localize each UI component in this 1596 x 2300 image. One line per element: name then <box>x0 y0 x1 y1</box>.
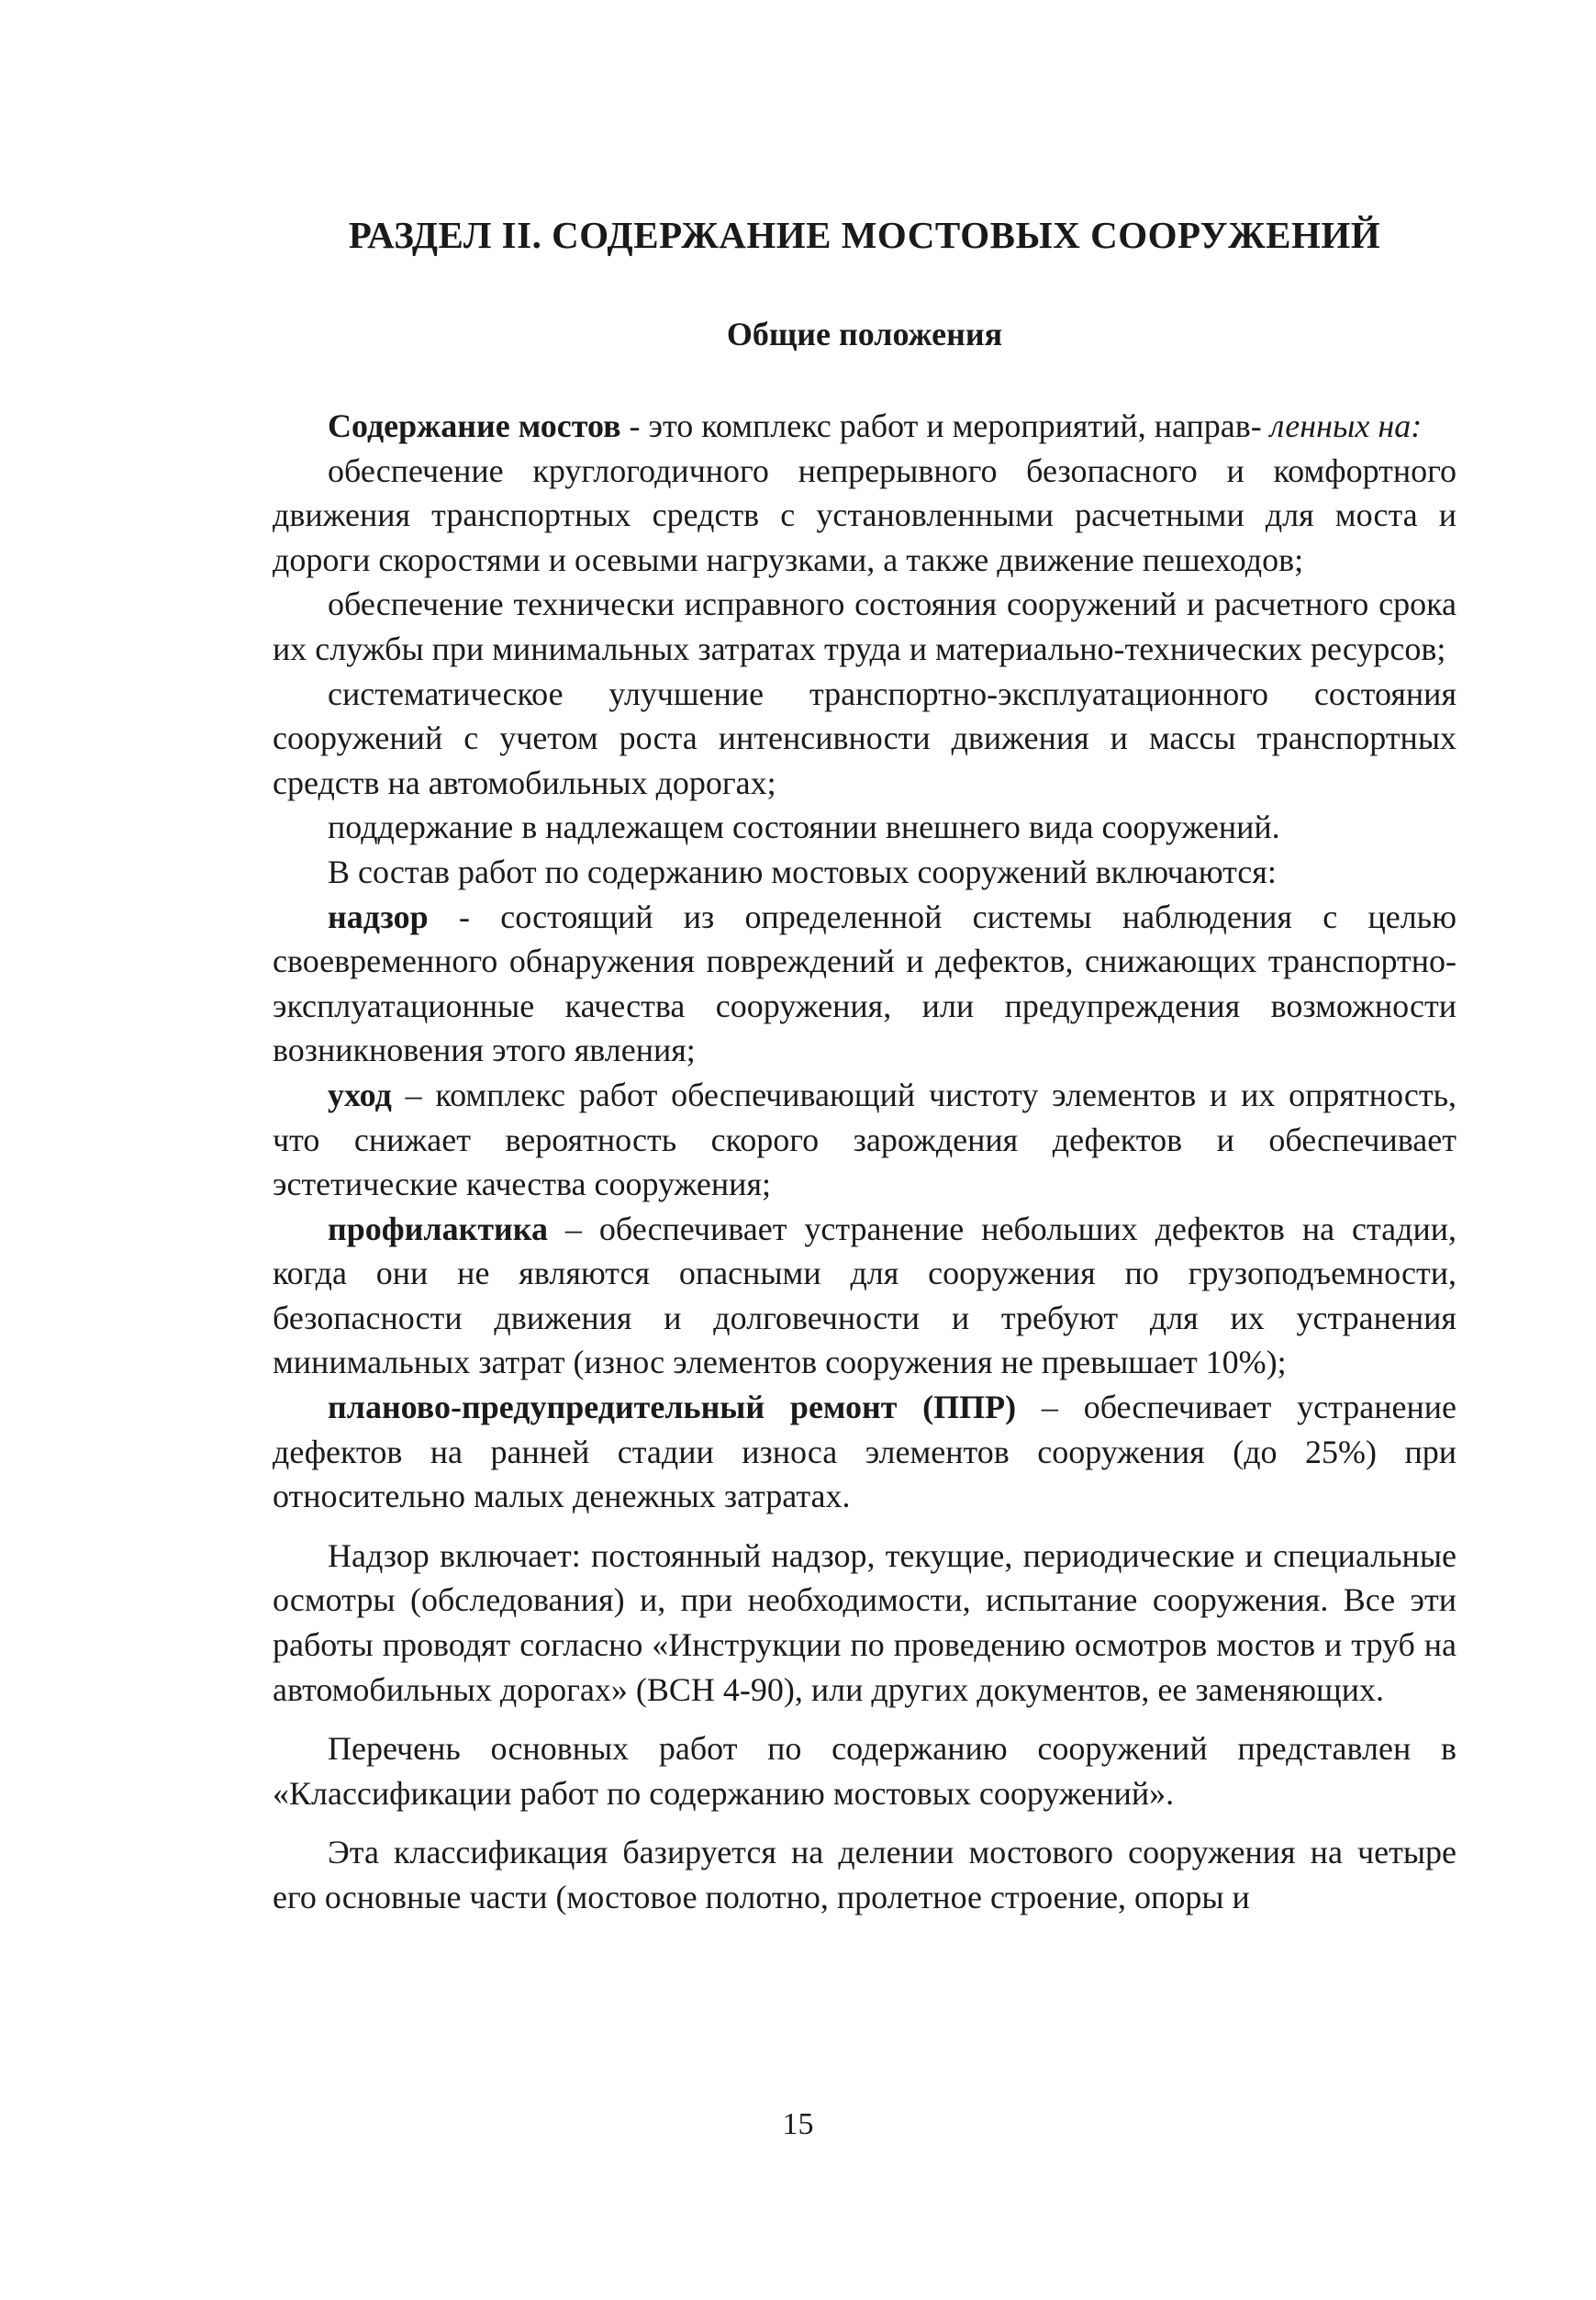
goal-item: обеспечение технически исправного состояния сооружений и расчетного срока их службы при минимальных затратах труда и материально-технических ресурсов; <box>273 586 1456 667</box>
goal-item: поддержание в надлежащем состоянии внешнего вида сооружений. <box>328 809 1280 846</box>
definition-term: Содержание мостов <box>328 408 621 444</box>
classification-paragraph: Эта классификация базируется на делении мостового сооружения на четыре его основные части (мостовое полотно, пролетное строение, опоры и <box>273 1834 1456 1915</box>
work-item-ukhod <box>273 1073 1456 1207</box>
work-text: – комплекс работ обеспечивающий чистоту элементов и их опрятность, что снижает вероятность скорого зарождения дефектов и обеспечивает эстетические качества сооружения; <box>273 1076 1456 1203</box>
section-title: РАЗДЕЛ II. СОДЕРЖАНИЕ МОСТОВЫХ СООРУЖЕНИЙ <box>348 214 1381 256</box>
work-term: планово-предупредительный ремонт (ППР) <box>328 1389 1017 1426</box>
goal-item: обеспечение круглогодичного непрерывного безопасного и комфортного движения транспортных средств с установленными расчетными для моста и дороги скоростями и осевыми нагрузками, а также движение пешеходов; <box>273 452 1456 578</box>
section-subtitle: Общие положения <box>726 316 1003 352</box>
work-text: – обеспечивает устранение дефектов на ранней стадии износа элементов сооружения (до 25%) при относительно малых денежных затратах. <box>273 1389 1456 1515</box>
definition-tail: ленных на: <box>1269 408 1423 444</box>
composition-intro: В состав работ по содержанию мостовых сооружений включаются: <box>328 853 1277 890</box>
definition-paragraph <box>273 404 1456 449</box>
work-term: профилактика <box>328 1210 548 1247</box>
goal-item: систематическое улучшение транспортно-эксплуатационного состояния сооружений с учетом роста интенсивности движения и массы транспортных средств на автомобильных дорогах; <box>273 675 1456 801</box>
work-text: - состоящий из определенной системы наблюдения с целью своевременного обнаружения повреждений и дефектов, снижающих транспортно-эксплуатационные качества сооружения, или предупреждения возможности возникновения этого явления; <box>273 898 1456 1069</box>
work-term: уход <box>328 1076 392 1113</box>
definition-text: - это комплекс работ и мероприятий, направ- <box>620 408 1262 444</box>
work-item-ppr <box>273 1385 1456 1519</box>
work-text: – обеспечивает устранение небольших дефектов на стадии, когда они не являются опасными для сооружения по грузоподъемности, безопасности движения и долговечности и требуют для их устранения минимальных затрат (износ элементов сооружения не превышает 10%); <box>273 1210 1456 1381</box>
list-paragraph: Перечень основных работ по содержанию сооружений представлен в «Классификации работ по содержанию мостовых сооружений». <box>273 1730 1456 1812</box>
work-item-nadzor <box>273 895 1456 1073</box>
work-item-profilaktika <box>273 1207 1456 1385</box>
page-content <box>273 211 1456 1920</box>
page-number: 15 <box>782 2107 814 2141</box>
work-term: надзор <box>328 898 429 935</box>
nadzor-paragraph: Надзор включает: постоянный надзор, текущие, периодические и специальные осмотры (обследования) и, при необходимости, испытание сооружения. Все эти работы проводят согласно «Инструкции по проведению осмотров мостов и труб на автомобильных дорогах» (ВСН 4-90), или других документов, ее заменяющих. <box>273 1536 1456 1708</box>
